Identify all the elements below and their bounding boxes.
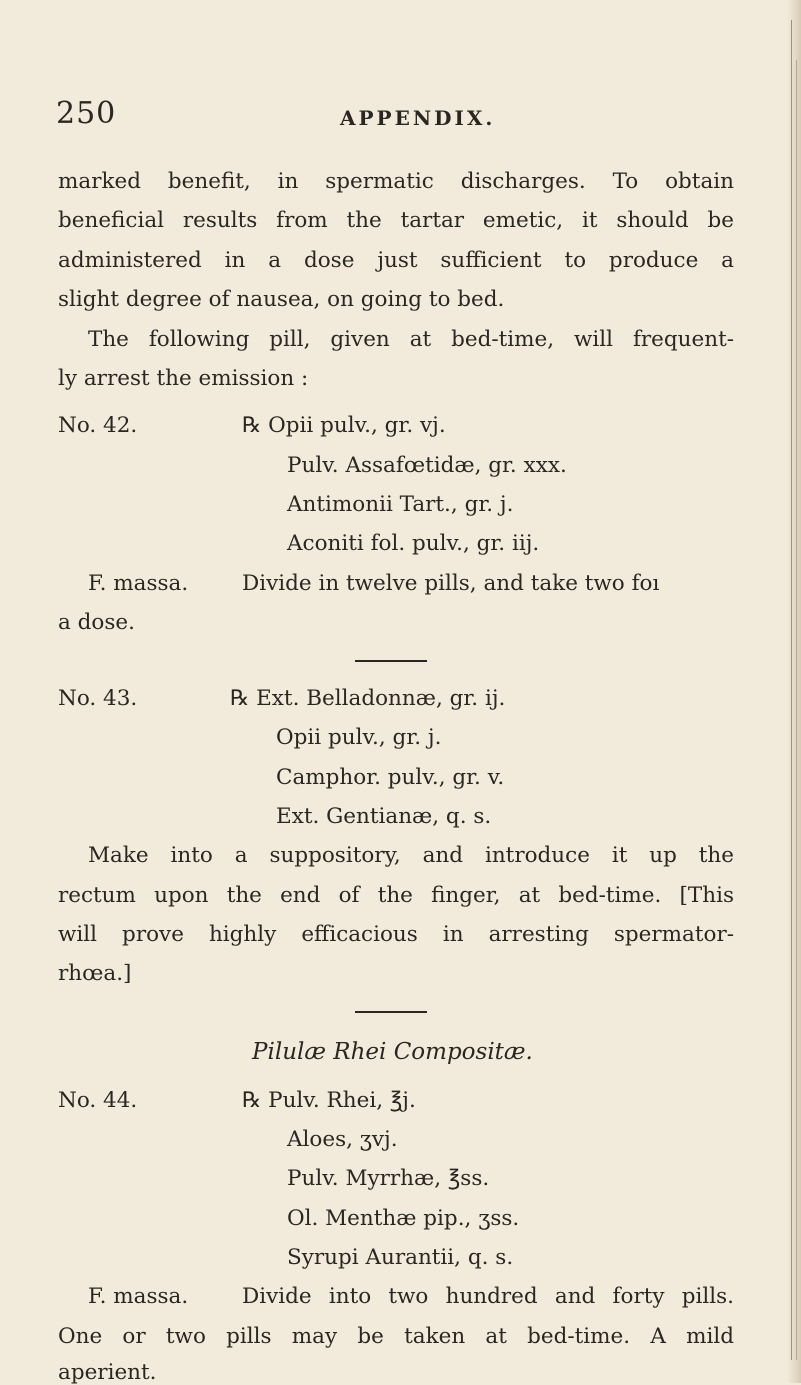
recipe-number: No. 42. xyxy=(58,413,138,438)
recipe-line: Pulv. Myrrhæ, ℥ss. xyxy=(287,1166,490,1191)
text-line: The following pill, given at bed-time, will frequent- xyxy=(88,327,734,352)
recipe-line: Pulv. Assafœtidæ, gr. xxx. xyxy=(287,453,567,478)
recipe-direction: Divide into two hundred and forty pills. xyxy=(242,1284,734,1309)
text-line: aperient. xyxy=(58,1360,157,1385)
recipe-line: ℞ Pulv. Rhei, ℥j. xyxy=(242,1088,416,1113)
section-divider xyxy=(355,660,427,662)
page-header xyxy=(0,96,801,136)
recipe-line: Opii pulv., gr. j. xyxy=(276,725,442,750)
text-line: a dose. xyxy=(58,610,135,635)
text-line: One or two pills may be taken at bed-time. A mild xyxy=(58,1324,734,1349)
recipe-line: Camphor. pulv., gr. v. xyxy=(276,765,505,790)
page-number: 250 xyxy=(56,96,117,131)
text-line: ly arrest the emission : xyxy=(58,366,309,391)
recipe-line: Syrupi Aurantii, q. s. xyxy=(287,1245,514,1270)
fmassa-label: F. massa. xyxy=(88,1284,189,1309)
recipe-line: ℞ Opii pulv., gr. vj. xyxy=(242,413,446,438)
recipe-line: Ol. Menthæ pip., ʒss. xyxy=(287,1206,520,1231)
page-edge-line xyxy=(796,60,797,1360)
text-line: Make into a suppository, and introduce it up the xyxy=(88,843,734,868)
text-line: marked benefit, in spermatic discharges. To obtain xyxy=(58,169,734,194)
text-line: administered in a dose just sufficient to produce a xyxy=(58,248,734,273)
recipe-direction: Divide in twelve pills, and take two foı xyxy=(242,571,660,596)
recipe-line: Aconiti fol. pulv., gr. iij. xyxy=(287,531,540,556)
text-line: rhœa.] xyxy=(58,961,132,986)
section-title: Pilulæ Rhei Compositæ. xyxy=(252,1039,533,1065)
recipe-line: Aloes, ʒvj. xyxy=(287,1127,398,1152)
running-head: APPENDIX. xyxy=(340,106,496,130)
page-edge xyxy=(787,0,801,1383)
recipe-line: ℞ Ext. Belladonnæ, gr. ij. xyxy=(230,686,506,711)
recipe-line: Ext. Gentianæ, q. s. xyxy=(276,804,492,829)
recipe-number: No. 43. xyxy=(58,686,138,711)
recipe-line: Antimonii Tart., gr. j. xyxy=(287,492,514,517)
section-divider xyxy=(355,1011,427,1013)
fmassa-label: F. massa. xyxy=(88,571,189,596)
text-line: will prove highly efficacious in arresting spermator- xyxy=(58,922,734,947)
page-edge-line xyxy=(791,20,792,1360)
text-line: beneficial results from the tartar emetic, it should be xyxy=(58,208,734,233)
text-line: rectum upon the end of the finger, at bed-time. [This xyxy=(58,883,734,908)
recipe-number: No. 44. xyxy=(58,1088,138,1113)
text-line: slight degree of nausea, on going to bed. xyxy=(58,287,505,312)
